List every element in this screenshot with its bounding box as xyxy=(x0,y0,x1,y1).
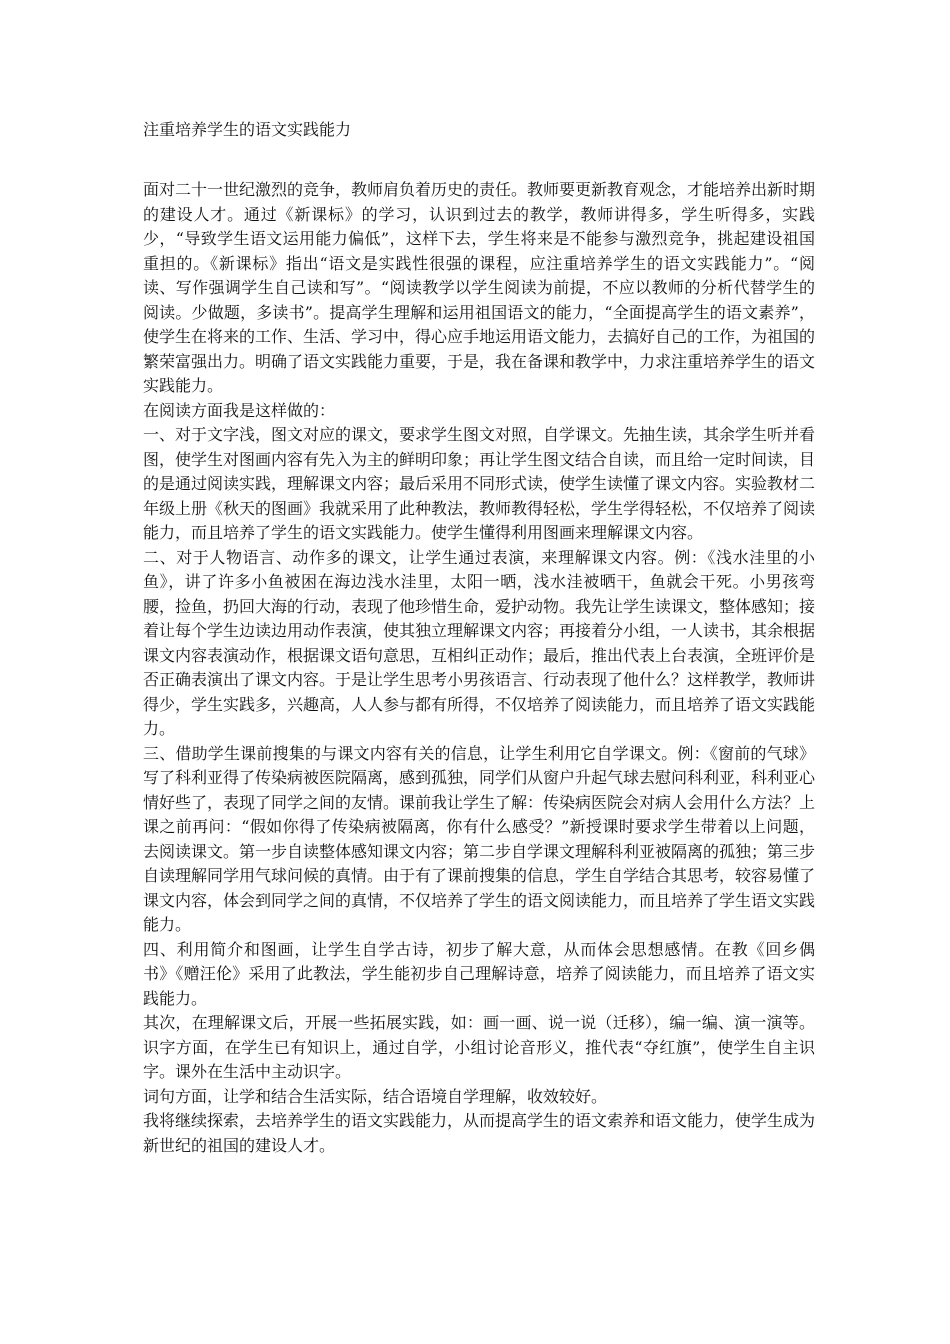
paragraph-reading-heading: 在阅读方面我是这样做的： xyxy=(143,400,336,420)
paragraph-point-two: 二、对于人物语言、动作多的课文，让学生通过表演，来理解课文内容。例：《浅水洼里的小鱼》，讲了许多小鱼被困在海边浅水洼里，太阳一晒，浅水洼被晒干，鱼就会干死。小男孩弯腰，捡鱼，扔回大海的行动，表现了他珍惜生命，爱护动物。我先让学生读课文，整体感知；接着让每个学生边读边用动作表演，使其独立理解课文内容；再接着分小组，一人读书，其余根据课文内容表演动作，根据课文语句意思，互相纠正动作；最后，推出代表上台表演，全班评价是否正确表演出了课文内容。于是让学生思考小男孩语言、行动表现了他什么？这样教学，教师讲得少，学生实践多，兴趣高，人人参与都有所得，不仅培养了阅读能力，而且培养了语文实践能力。 xyxy=(143,547,816,738)
paragraph-extension: 其次，在理解课文后，开展一些拓展实践，如：画一画、说一说（迁移），编一编、演一演等。识字方面，在学生已有知识上，通过自学，小组讨论音形义，推代表“夺红旗”，使学生自主识字。课外在生活中主动识字。 xyxy=(143,1013,815,1081)
paragraph-point-four: 四、利用简介和图画，让学生自学古诗，初步了解大意，从而体会思想感情。在教《回乡偶书》《赠汪伦》采用了此教法，学生能初步自己理解诗意，培养了阅读能力，而且培养了语文实践能力。 xyxy=(143,939,815,1008)
document-body xyxy=(143,178,815,1158)
paragraph-point-one: 一、对于文字浅，图文对应的课文，要求学生图文对照，自学课文。先抽生读，其余学生听并看图，使学生对图画内容有先入为主的鲜明印象；再让学生图文结合自读，而且给一定时间读，目的是通过阅读实践，理解课文内容；最后采用不同形式读，使学生读懂了课文内容。实验教材二年级上册《秋天的图画》我就采用了此种教法，教师教得轻松，学生学得轻松，不仅培养了阅读能力，而且培养了学生的语文实践能力。使学生懂得利用图画来理解课文内容。 xyxy=(143,425,816,542)
paragraph-sentences: 词句方面，让学和结合生活实际，结合语境自学理解，收效较好。 xyxy=(143,1086,608,1106)
paragraph-point-three: 三、借助学生课前搜集的与课文内容有关的信息，让学生利用它自学课文。例：《窗前的气球》写了科利亚得了传染病被医院隔离，感到孤独，同学们从窗户升起气球去慰问科利亚，科利亚心情好些了，表现了同学之间的友情。课前我让学生了解：传染病医院会对病人会用什么方法？上课之前再问：“假如你得了传染病被隔离，你有什么感受？”新授课时要求学生带着以上问题，去阅读课文。第一步自读整体感知课文内容；第二步自学课文理解科利亚被隔离的孤独；第三步自读理解同学用气球问候的真情。由于有了课前搜集的信息，学生自学结合其思考，较容易懂了课文内容，体会到同学之间的真情，不仅培养了学生的语文阅读能力，而且培养了学生语文实践能力。 xyxy=(143,743,816,934)
paragraph-conclusion: 我将继续探索，去培养学生的语文实践能力，从而提高学生的语文索养和语文能力，使学生成为新世纪的祖国的建设人才。 xyxy=(143,1111,816,1155)
document-title: 注重培养学生的语文实践能力 xyxy=(143,120,352,139)
paragraph-intro: 面对二十一世纪激烈的竞争，教师肩负着历史的责任。教师要更新教育观念，才能培养出新时期的建设人才。通过《新课标》的学习，认识到过去的教学，教师讲得多，学生听得多，实践少，“导致学生语文运用能力偏低”，这样下去，学生将来是不能参与激烈竞争，挑起建设祖国重担的。《新课标》指出“语文是实践性很强的课程，应注重培养学生的语文实践能力”。“阅读、写作强调学生自己读和写”。“阅读教学以学生阅读为前提，不应以教师的分析代替学生的阅读。少做题，多读书”。提高学生理解和运用祖国语文的能力，“全面提高学生的语文素养”，使学生在将来的工作、生活、学习中，得心应手地运用语文能力，去搞好自己的工作，为祖国的繁荣富强出力。明确了语文实践能力重要，于是，我在备课和教学中，力求注重培养学生的语文实践能力。 xyxy=(143,180,816,395)
